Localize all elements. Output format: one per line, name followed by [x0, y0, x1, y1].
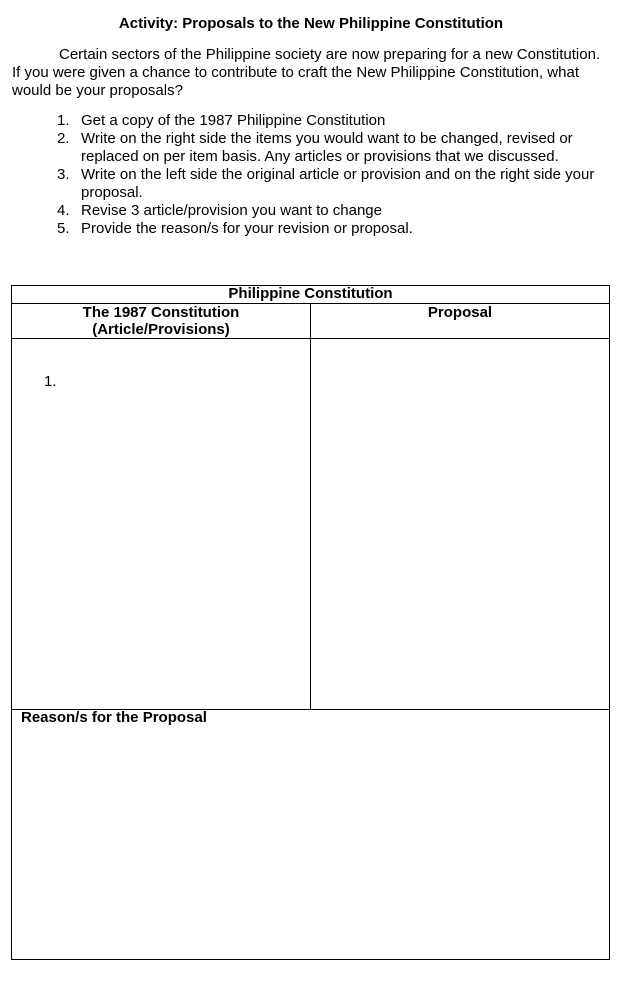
entry-number: 1.	[44, 373, 57, 391]
instruction-text: Provide the reason/s for your revision or proposal.	[81, 220, 413, 237]
instruction-text: Write on the right side the items you would want to be changed, revised or replaced on per item basis. Any articles or provisions that we discussed.	[81, 130, 573, 165]
instruction-item	[0, 166, 622, 202]
proposal-cell[interactable]	[311, 339, 610, 710]
original-provision-cell[interactable]	[12, 339, 311, 710]
original-header-line1: The 1987 Constitution	[82, 304, 240, 322]
proposal-column-header: Proposal	[311, 304, 610, 339]
instruction-number: 2.	[57, 130, 70, 147]
original-header-line2: (Article/Provisions)	[92, 321, 230, 339]
instruction-list	[0, 112, 622, 238]
reason-cell[interactable]	[12, 709, 610, 959]
instruction-text: Revise 3 article/provision you want to change	[81, 202, 382, 219]
instruction-item	[0, 220, 622, 238]
instruction-number: 1.	[57, 112, 70, 129]
instruction-item	[0, 130, 622, 166]
original-column-header	[12, 304, 311, 339]
instruction-item	[0, 202, 622, 220]
activity-title: Activity: Proposals to the New Philippine Constitution	[118, 15, 504, 32]
instruction-text: Write on the left side the original article or provision and on the right side your proposal.	[81, 166, 595, 201]
intro-paragraph: Certain sectors of the Philippine society are now preparing for a new Constitution. If you were given a chance to contribute to craft the New Philippine Constitution, what would be your proposals?	[12, 46, 601, 99]
instruction-text: Get a copy of the 1987 Philippine Constitution	[81, 112, 386, 129]
instruction-item	[0, 112, 622, 130]
constitution-proposal-table	[11, 285, 610, 960]
instruction-number: 4.	[57, 202, 70, 219]
instruction-number: 3.	[57, 166, 70, 183]
instruction-number: 5.	[57, 220, 70, 237]
reason-label: Reason/s for the Proposal	[21, 708, 207, 726]
table-banner: Philippine Constitution	[12, 286, 610, 304]
